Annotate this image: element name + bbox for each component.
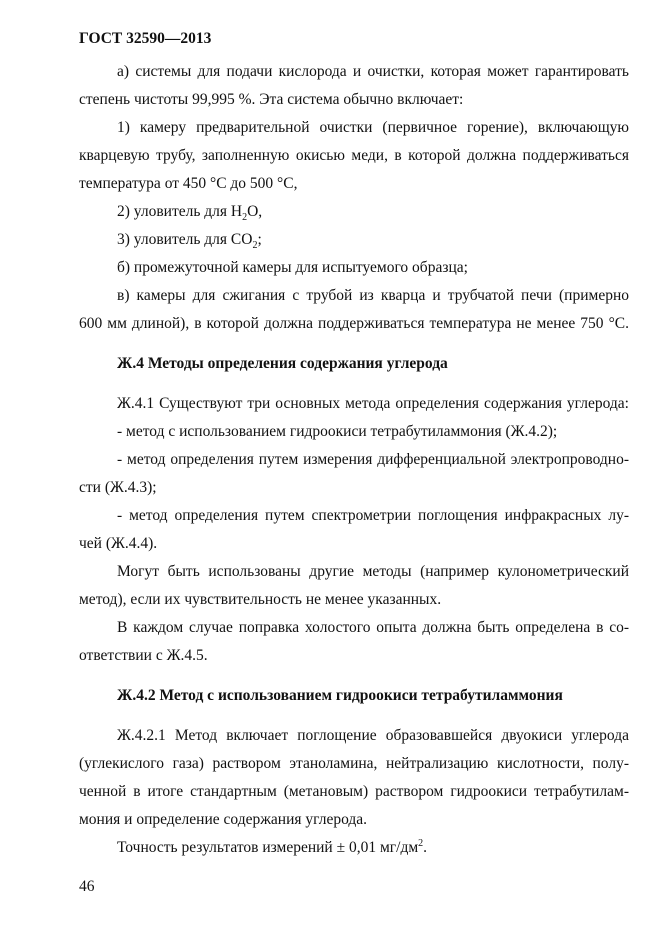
text-line: 3) уловитель для $СО_2$; <box>117 231 262 252</box>
text-line: кварцевую трубу, заполненную окисью меди, в которой должна поддерживаться <box>79 147 629 164</box>
text-line: Могут быть использованы другие методы (например кулонометрический <box>117 563 629 580</box>
list-item: - метод определения путем спектрометрии поглощения инфракрасных лу- <box>117 507 629 524</box>
section-heading: Ж.4.2 Метод с использованием гидроокиси тетрабутиламмония <box>117 687 563 704</box>
text-line: Точность результатов измерений ± 0,01 $мг/дм^2$. <box>117 837 428 856</box>
text-line: ответствии с Ж.4.5. <box>79 647 208 664</box>
text-line: 1) камеру предварительной очистки (первичное горение), включающую <box>117 119 629 136</box>
text-line: В каждом случае поправка холостого опыта должна быть определена в со- <box>117 619 629 636</box>
text-line: (углекислого газа) раствором этаноламина, нейтрализацию кислотности, полу- <box>79 755 629 772</box>
text-line: ченной в итоге стандартным (метановым) раствором гидроокиси тетрабутилам- <box>79 783 629 800</box>
text-line: сти (Ж.4.3); <box>79 479 157 496</box>
list-item: - метод определения путем измерения дифференциальной электропроводно- <box>117 451 629 468</box>
text-line: а) системы для подачи кислорода и очистки, которая может гарантировать <box>117 63 629 80</box>
text-line: температура от 450 °С до 500 °С, <box>79 175 298 192</box>
running-header: ГОСТ 32590—2013 <box>79 30 212 47</box>
text-line: степень чистоты 99,995 %. Эта система обычно включает: <box>79 91 464 108</box>
text-line: мония и определение содержания углерода. <box>79 811 368 828</box>
text-line: 2) уловитель для $H_2O$, <box>117 203 263 224</box>
text-line: Ж.4.1 Существуют три основных метода определения содержания углерода: <box>117 395 629 412</box>
section-heading: Ж.4 Методы определения содержания углерода <box>117 355 448 372</box>
text-line: в) камеры для сжигания с трубой из кварца и трубчатой печи (примерно <box>117 287 629 304</box>
text-line: б) промежуточной камеры для испытуемого образца; <box>117 259 468 276</box>
text-line: 600 мм длиной), в которой должна поддерживаться температура не менее 750 °С. <box>79 315 629 332</box>
page-number: 46 <box>79 878 95 895</box>
text-line: чей (Ж.4.4). <box>79 535 158 552</box>
text-line: метод), если их чувствительность не менее указанных. <box>79 591 442 608</box>
text-line: Ж.4.2.1 Метод включает поглощение образовавшейся двуокиси углерода <box>117 727 629 744</box>
list-item: - метод с использованием гидроокиси тетрабутиламмония (Ж.4.2); <box>117 423 558 440</box>
